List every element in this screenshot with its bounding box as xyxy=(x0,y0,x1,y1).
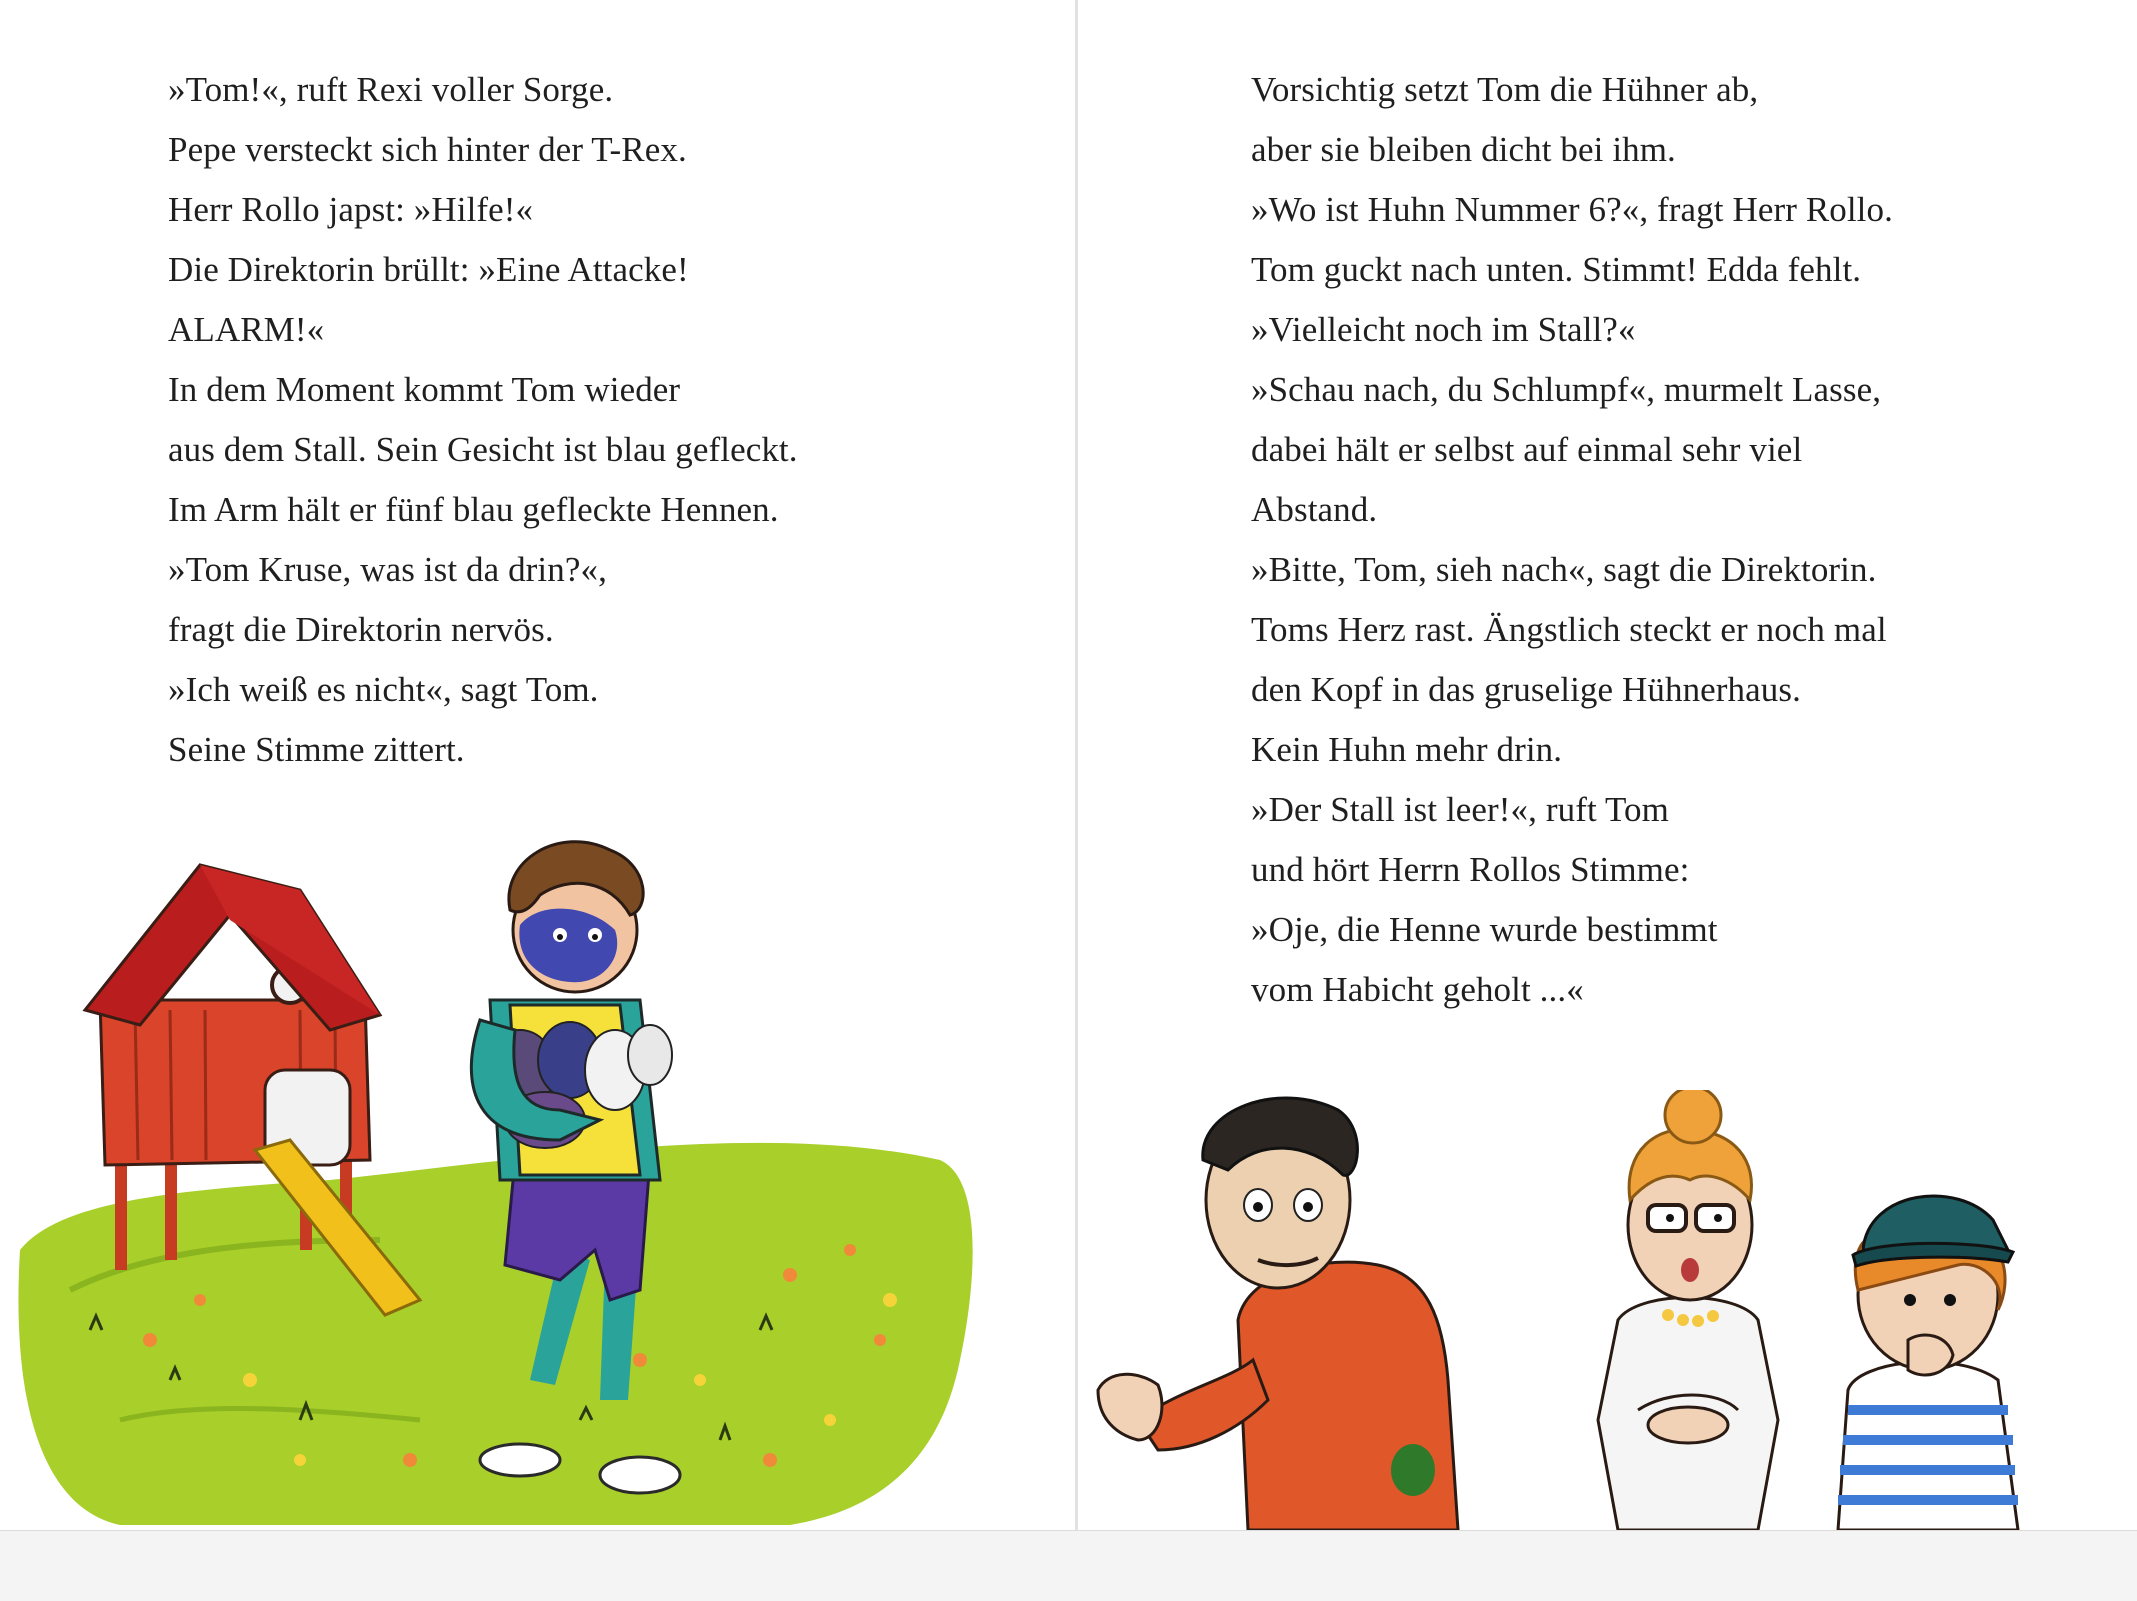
direktorin-hands xyxy=(1648,1407,1728,1443)
text-line: fragt die Direktorin nervös. xyxy=(168,610,554,649)
hair-bun xyxy=(1665,1090,1721,1143)
text-line: In dem Moment kommt Tom wieder xyxy=(168,370,681,409)
right-page-text xyxy=(1251,60,1893,1020)
text-line: »Oje, die Henne wurde bestimmt xyxy=(1251,910,1718,949)
left-page-text xyxy=(168,60,798,780)
herr-rollo-character xyxy=(1098,1098,1458,1530)
text-line: ALARM!« xyxy=(168,310,325,349)
text-line: »Schau nach, du Schlumpf«, murmelt Lasse, xyxy=(1251,370,1882,409)
text-line: Toms Herz rast. Ängstlich steckt er noch mal xyxy=(1251,610,1887,649)
text-line: Kein Huhn mehr drin. xyxy=(1251,730,1563,769)
text-line: aber sie bleiben dicht bei ihm. xyxy=(1251,130,1676,169)
text-line: »Wo ist Huhn Nummer 6?«, fragt Herr Rollo. xyxy=(1251,190,1893,229)
text-line: den Kopf in das gruselige Hühnerhaus. xyxy=(1251,670,1801,709)
text-line: Tom guckt nach unten. Stimmt! Edda fehlt. xyxy=(1251,250,1862,289)
text-line: »Vielleicht noch im Stall?« xyxy=(1251,310,1636,349)
text-line: Herr Rollo japst: »Hilfe!« xyxy=(168,190,534,229)
left-page xyxy=(0,0,1075,1530)
text-line: »Bitte, Tom, sieh nach«, sagt die Direktorin. xyxy=(1251,550,1877,589)
text-line: »Tom Kruse, was ist da drin?«, xyxy=(168,550,607,589)
text-line: Die Direktorin brüllt: »Eine Attacke! xyxy=(168,250,689,289)
boy-with-cap-character xyxy=(1838,1196,2018,1530)
rollo-hand xyxy=(1098,1374,1162,1440)
three-characters-illustration xyxy=(1078,1090,2137,1530)
chicken-coop-illustration xyxy=(0,820,1075,1530)
text-line: Abstand. xyxy=(1251,490,1378,529)
text-line: dabei hält er selbst auf einmal sehr viel xyxy=(1251,430,1803,469)
text-line: und hört Herrn Rollos Stimme: xyxy=(1251,850,1690,889)
text-line: »Ich weiß es nicht«, sagt Tom. xyxy=(168,670,599,709)
text-line: Pepe versteckt sich hinter der T-Rex. xyxy=(168,130,687,169)
text-line: »Der Stall ist leer!«, ruft Tom xyxy=(1251,790,1669,829)
reader-bottom-bar xyxy=(0,1530,2137,1601)
direktorin-character xyxy=(1598,1090,1778,1530)
text-line: aus dem Stall. Sein Gesicht ist blau gefleckt. xyxy=(168,430,798,469)
text-line: Vorsichtig setzt Tom die Hühner ab, xyxy=(1251,70,1759,109)
text-line: »Tom!«, ruft Rexi voller Sorge. xyxy=(168,70,614,109)
text-line: vom Habicht geholt ...« xyxy=(1251,970,1584,1009)
right-page xyxy=(1078,0,2137,1530)
text-line: Seine Stimme zittert. xyxy=(168,730,465,769)
boy-hand xyxy=(1908,1335,1953,1375)
text-line: Im Arm hält er fünf blau gefleckte Hennen. xyxy=(168,490,779,529)
